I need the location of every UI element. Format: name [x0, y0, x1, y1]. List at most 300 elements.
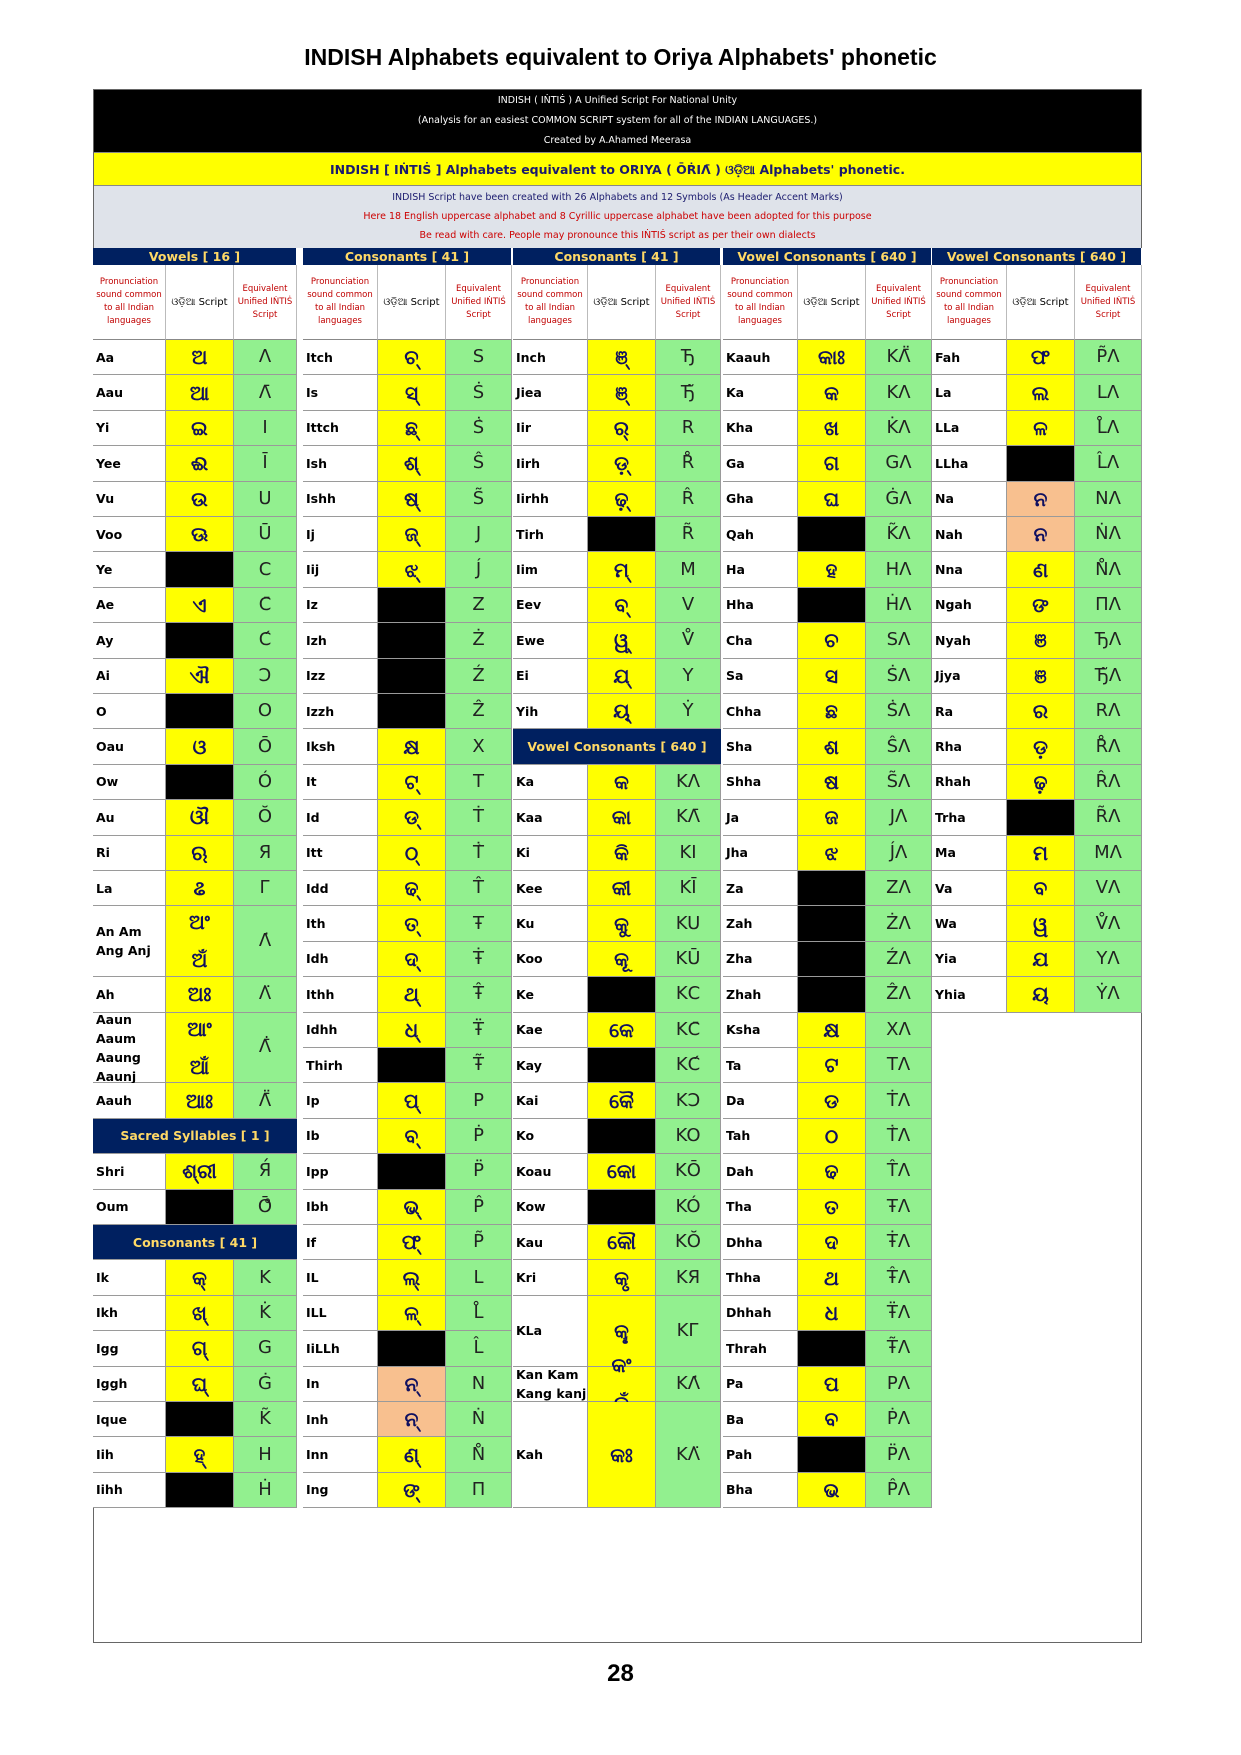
- oriya-cell: ଐ: [166, 659, 234, 694]
- pronunciation-cell: Iksh: [303, 729, 378, 764]
- pronunciation-cell: Ip: [303, 1083, 378, 1118]
- indish-cell: KЯ: [656, 1260, 721, 1295]
- pronunciation-cell: Iir: [513, 411, 588, 446]
- pronunciation-cell: Kay: [513, 1048, 588, 1083]
- indish-cell: Ŧ̂: [446, 977, 512, 1012]
- indish-cell: Ⅽ́: [234, 623, 297, 658]
- indish-cell: KΛ̇: [656, 1367, 721, 1402]
- indish-cell: R̂: [656, 482, 721, 517]
- indish-cell: KΛ: [866, 375, 932, 410]
- oriya-cell: ସ୍: [378, 375, 446, 410]
- indish-cell: L: [446, 1260, 512, 1295]
- indish-cell: Ṫ: [446, 800, 512, 835]
- oriya-cell: ନ: [1007, 482, 1075, 517]
- indish-cell: Ẏ: [656, 694, 721, 729]
- oriya-cell: ଖ: [798, 411, 866, 446]
- pronunciation-cell: IL: [303, 1260, 378, 1295]
- indish-cell: ŜΛ: [866, 729, 932, 764]
- pronunciation-cell: Ow: [93, 765, 166, 800]
- oriya-cell: [588, 1190, 656, 1225]
- oriya-cell: [166, 1473, 234, 1508]
- oriya-cell: ଡ: [798, 1083, 866, 1118]
- indish-cell: Ō: [234, 729, 297, 764]
- pronunciation-cell: Kaa: [513, 800, 588, 835]
- pronunciation-cell: Iirhh: [513, 482, 588, 517]
- indish-cell: L̊Λ: [1075, 411, 1142, 446]
- pronunciation-cell: Ib: [303, 1119, 378, 1154]
- oriya-cell: ଖ୍: [166, 1296, 234, 1331]
- oriya-cell: ଟ୍: [378, 765, 446, 800]
- indish-cell: Ō̊: [234, 1190, 297, 1225]
- oriya-cell: [1007, 446, 1075, 481]
- oriya-cell: [378, 694, 446, 729]
- script-header-cell: ଓଡ଼ିଆ Script: [1007, 265, 1075, 340]
- pronunciation-cell: Kha: [723, 411, 798, 446]
- oriya-cell: [166, 1190, 234, 1225]
- indish-cell: U: [234, 482, 297, 517]
- pronunciation-cell: Va: [932, 871, 1007, 906]
- page-title: INDISH Alphabets equivalent to Oriya Alphabets' phonetic: [304, 44, 937, 70]
- oriya-cell: ର୍: [588, 411, 656, 446]
- pronunciation-cell: Iz: [303, 588, 378, 623]
- indish-cell: T̂Λ: [866, 1154, 932, 1189]
- pronunciation-cell: Ikh: [93, 1296, 166, 1331]
- indish-cell: Ṡ̇Λ: [866, 694, 932, 729]
- indish-cell: KΛ̄: [656, 800, 721, 835]
- oriya-cell: ଏ: [166, 588, 234, 623]
- indish-cell: ŻΛ: [866, 906, 932, 941]
- indish-cell: KU: [656, 906, 721, 941]
- indish-cell: KⅭ̄: [656, 1013, 721, 1048]
- indish-cell: ẎΛ: [1075, 977, 1142, 1012]
- pronunciation-cell: Kai: [513, 1083, 588, 1118]
- pronunciation-cell: Iihh: [93, 1473, 166, 1508]
- pronunciation-cell: Ai: [93, 659, 166, 694]
- indish-cell: HΛ: [866, 552, 932, 587]
- pronunciation-cell: Oum: [93, 1190, 166, 1225]
- indish-cell: K̇Λ: [866, 411, 932, 446]
- pronunciation-cell: Qah: [723, 517, 798, 552]
- indish-cell: L̊: [446, 1296, 512, 1331]
- indish-cell: Я: [234, 836, 297, 871]
- pronunciation-cell: Gha: [723, 482, 798, 517]
- oriya-cell: ଞ୍: [588, 340, 656, 375]
- page-number: 28: [607, 1660, 634, 1687]
- pronunciation-cell: Igg: [93, 1331, 166, 1366]
- pronunciation-cell: Ma: [932, 836, 1007, 871]
- pronunciation-cell: It: [303, 765, 378, 800]
- indish-cell: K̃: [234, 1402, 297, 1437]
- pronunciation-cell: Kee: [513, 871, 588, 906]
- indish-cell: ĠΛ: [866, 482, 932, 517]
- indish-cell: П: [446, 1473, 512, 1508]
- pronunciation-cell: Ipp: [303, 1154, 378, 1189]
- indish-cell: Λ̄: [234, 375, 297, 410]
- sacred-syllables-band: Sacred Syllables [ 1 ]: [93, 1119, 297, 1154]
- oriya-cell: ଶ୍ରୀ: [166, 1154, 234, 1189]
- oriya-cell: କା: [588, 800, 656, 835]
- oriya-cell: କୃ: [588, 1260, 656, 1295]
- pronunciation-cell: Sa: [723, 659, 798, 694]
- oriya-cell: ଉ: [166, 482, 234, 517]
- indish-cell: Ŝ: [446, 446, 512, 481]
- oriya-cell: [798, 871, 866, 906]
- indish-cell: YΛ: [1075, 942, 1142, 977]
- indish-cell: R̃: [656, 517, 721, 552]
- indish-cell: Ẑ: [446, 694, 512, 729]
- indish-cell: ṠΛ: [866, 659, 932, 694]
- indish-cell: N̊: [446, 1437, 512, 1472]
- oriya-cell: [166, 552, 234, 587]
- indish-cell: PΛ: [866, 1367, 932, 1402]
- oriya-cell: ଧ: [798, 1296, 866, 1331]
- pronunciation-cell: Kau: [513, 1225, 588, 1260]
- indish-cell: O: [234, 694, 297, 729]
- note-1: INDISH Script have been created with 26 Alphabets and 12 Symbols (As Header Accent Marks): [392, 192, 843, 203]
- pronunciation-cell: Ish: [303, 446, 378, 481]
- pronunciation-cell: Iij: [303, 552, 378, 587]
- indish-cell: Ḣ: [234, 1473, 297, 1508]
- pronunciation-cell: Rha: [932, 729, 1007, 764]
- pronunciation-cell: Ja: [723, 800, 798, 835]
- pronunciation-cell: Izzh: [303, 694, 378, 729]
- pronunciation-cell: Idh: [303, 942, 378, 977]
- indish-cell: S: [446, 340, 512, 375]
- oriya-cell: କାଃ: [798, 340, 866, 375]
- pronunciation-cell: Inch: [513, 340, 588, 375]
- oriya-cell: କୋ: [588, 1154, 656, 1189]
- pronunciation-cell: Is: [303, 375, 378, 410]
- indish-cell: ЂΛ: [1075, 623, 1142, 658]
- pronunciation-cell: Cha: [723, 623, 798, 658]
- pronunciation-cell: Yee: [93, 446, 166, 481]
- oriya-cell: [798, 517, 866, 552]
- oriya-cell: [378, 1048, 446, 1083]
- pronunciation-cell: Idd: [303, 871, 378, 906]
- indish-cell: V̊Λ: [1075, 906, 1142, 941]
- indish-cell: ŦΛ: [866, 1190, 932, 1225]
- oriya-cell: ଥ: [798, 1260, 866, 1295]
- indish-cell: X: [446, 729, 512, 764]
- oriya-cell: କେ: [588, 1013, 656, 1048]
- pronunciation-cell: O: [93, 694, 166, 729]
- pronunciation-cell: Ksha: [723, 1013, 798, 1048]
- oriya-cell: ଚ୍: [378, 340, 446, 375]
- indish-cell: Ђ̃Λ: [1075, 659, 1142, 694]
- pronunciation-cell: Ithh: [303, 977, 378, 1012]
- note-2: Here 18 English uppercase alphabet and 8 Cyrillic uppercase alphabet have been adopted for this purpose: [363, 211, 872, 222]
- oriya-cell: ଳ୍: [378, 1296, 446, 1331]
- pronunciation-cell: Kri: [513, 1260, 588, 1295]
- oriya-cell: ଦ୍: [378, 942, 446, 977]
- pronunciation-cell: Izz: [303, 659, 378, 694]
- oriya-cell: ଈ: [166, 446, 234, 481]
- pronunciation-cell: Yhia: [932, 977, 1007, 1012]
- indish-cell: Ŧ̇Λ: [866, 1225, 932, 1260]
- indish-cell: Λ̇: [234, 906, 297, 977]
- oriya-cell: ଌ: [166, 871, 234, 906]
- pronunciation-cell: Ith: [303, 906, 378, 941]
- indish-cell: JΛ: [866, 800, 932, 835]
- pronunciation-cell: Yi: [93, 411, 166, 446]
- pronunciation-cell: Iih: [93, 1437, 166, 1472]
- indish-cell: Ŧ: [446, 906, 512, 941]
- oriya-cell: [378, 1331, 446, 1366]
- oriya-cell: ଯ୍: [588, 659, 656, 694]
- pronunciation-cell: Jiea: [513, 375, 588, 410]
- header-line-1: INDISH ( IṄTIṠ ) A Unified Script For National Unity: [497, 95, 738, 106]
- pronunciation-cell: In: [303, 1367, 378, 1402]
- oriya-cell: କ୍: [166, 1260, 234, 1295]
- pronunciation-header: Pronunciation sound common to all Indian languages: [93, 265, 166, 340]
- script-header-cell: ଓଡ଼ିଆ Script: [166, 265, 234, 340]
- indish-cell: Ⅽ: [234, 552, 297, 587]
- oriya-cell: [798, 1331, 866, 1366]
- indish-cell: P: [446, 1083, 512, 1118]
- pronunciation-cell: Izh: [303, 623, 378, 658]
- oriya-cell: ଲ୍: [378, 1260, 446, 1295]
- indish-cell: P̂: [446, 1190, 512, 1225]
- indish-cell: KƆ: [656, 1083, 721, 1118]
- oriya-cell: ଛ୍: [378, 411, 446, 446]
- pronunciation-cell: Ay: [93, 623, 166, 658]
- oriya-cell: ୟ୍: [588, 694, 656, 729]
- pronunciation-cell: Kow: [513, 1190, 588, 1225]
- section-title: Consonants [ 41 ]: [513, 248, 721, 265]
- oriya-cell: କ୍ଷ: [798, 1013, 866, 1048]
- indish-cell: R: [656, 411, 721, 446]
- pronunciation-cell: Inh: [303, 1402, 378, 1437]
- indish-cell: ṪΛ: [866, 1083, 932, 1118]
- oriya-cell: ଢ: [798, 1154, 866, 1189]
- indish-cell: Ŧ̃: [446, 1048, 512, 1083]
- indish-cell: ḢΛ: [866, 588, 932, 623]
- indish-cell: Ṫ̇Λ: [866, 1119, 932, 1154]
- indish-cell: KÓ: [656, 1190, 721, 1225]
- indish-cell: L̂Λ: [1075, 446, 1142, 481]
- script-header-cell: ଓଡ଼ିଆ Script: [378, 265, 446, 340]
- section-title: Vowel Consonants [ 640 ]: [723, 248, 932, 265]
- indish-cell: Λ: [234, 340, 297, 375]
- pronunciation-cell: Ka: [513, 765, 588, 800]
- indish-cell: KŌ: [656, 1154, 721, 1189]
- indish-cell: Ṫ̇: [446, 836, 512, 871]
- pronunciation-cell: Ye: [93, 552, 166, 587]
- indish-cell: V̊: [656, 623, 721, 658]
- pronunciation-cell: Tah: [723, 1119, 798, 1154]
- oriya-cell: ଙ୍: [378, 1473, 446, 1508]
- pronunciation-cell: Itt: [303, 836, 378, 871]
- indish-cell: NΛ: [1075, 482, 1142, 517]
- indish-cell: Г: [234, 871, 297, 906]
- pronunciation-cell: Dhhah: [723, 1296, 798, 1331]
- pronunciation-cell: Zah: [723, 906, 798, 941]
- section-title: Vowel Consonants [ 640 ]: [932, 248, 1142, 265]
- indish-cell: GΛ: [866, 446, 932, 481]
- pronunciation-cell: Ga: [723, 446, 798, 481]
- indish-cell: ṄΛ: [1075, 517, 1142, 552]
- oriya-cell: ଢ଼: [1007, 765, 1075, 800]
- pronunciation-cell: Da: [723, 1083, 798, 1118]
- indish-cell: ZΛ: [866, 871, 932, 906]
- indish-cell: Ŧ̈Λ: [866, 1296, 932, 1331]
- oriya-cell: [588, 1367, 656, 1402]
- indish-cell: RΛ: [1075, 694, 1142, 729]
- oriya-cell: ବ୍: [378, 1119, 446, 1154]
- oriya-cell: ଅଂ ଅଁ: [166, 906, 234, 977]
- oriya-cell: [166, 1402, 234, 1437]
- indish-cell: KΛ̈: [656, 1402, 721, 1508]
- pronunciation-cell: Shri: [93, 1154, 166, 1189]
- oriya-cell: ଡ୍: [378, 800, 446, 835]
- vowel-consonants-band: Vowel Consonants [ 640 ]: [513, 729, 721, 764]
- pronunciation-cell: Idhh: [303, 1013, 378, 1048]
- indish-cell: XΛ: [866, 1013, 932, 1048]
- indish-cell: SΛ: [866, 623, 932, 658]
- pronunciation-cell: Ta: [723, 1048, 798, 1083]
- indish-cell: P̈Λ: [866, 1437, 932, 1472]
- indish-cell: N̊Λ: [1075, 552, 1142, 587]
- oriya-cell: [798, 942, 866, 977]
- pronunciation-cell: Ku: [513, 906, 588, 941]
- indish-cell: R̊: [656, 446, 721, 481]
- pronunciation-cell: Ba: [723, 1402, 798, 1437]
- indish-cell: J: [446, 517, 512, 552]
- pronunciation-header: Pronunciation sound common to all Indian languages: [303, 265, 378, 340]
- indish-cell: TΛ: [866, 1048, 932, 1083]
- pronunciation-header: Pronunciation sound common to all Indian languages: [513, 265, 588, 340]
- oriya-cell: ହ୍: [166, 1437, 234, 1472]
- oriya-cell: ଔ: [166, 800, 234, 835]
- oriya-cell: ଶ: [798, 729, 866, 764]
- oriya-cell: ୱ: [1007, 906, 1075, 941]
- oriya-cell: [166, 765, 234, 800]
- indish-cell: Ó: [234, 765, 297, 800]
- indish-cell: Ṗ: [446, 1119, 512, 1154]
- oriya-cell: [1007, 800, 1075, 835]
- pronunciation-cell: Ra: [932, 694, 1007, 729]
- oriya-cell: ଞ: [1007, 659, 1075, 694]
- pronunciation-cell: Chha: [723, 694, 798, 729]
- indish-cell: Λ̄̇: [234, 1013, 297, 1084]
- oriya-cell: ଣ୍: [378, 1437, 446, 1472]
- indish-cell: S̃Λ: [866, 765, 932, 800]
- oriya-cell: [798, 906, 866, 941]
- oriya-cell: ଞ୍: [588, 375, 656, 410]
- oriya-cell: କୢ: [588, 1296, 656, 1367]
- pronunciation-cell: Eev: [513, 588, 588, 623]
- pronunciation-cell: Ij: [303, 517, 378, 552]
- oriya-cell: ପ: [798, 1367, 866, 1402]
- oriya-cell: [378, 659, 446, 694]
- oriya-cell: ଇ: [166, 411, 234, 446]
- pronunciation-cell: Ko: [513, 1119, 588, 1154]
- indish-cell: Ŧ̈: [446, 1013, 512, 1048]
- pronunciation-cell: Ittch: [303, 411, 378, 446]
- oriya-cell: ଥ୍: [378, 977, 446, 1012]
- indish-cell: Я́: [234, 1154, 297, 1189]
- pronunciation-cell: Ei: [513, 659, 588, 694]
- indish-cell: ПΛ: [1075, 588, 1142, 623]
- pronunciation-cell: Pah: [723, 1437, 798, 1472]
- pronunciation-cell: Iim: [513, 552, 588, 587]
- indish-cell: P̂Λ: [866, 1473, 932, 1508]
- oriya-cell: ଊ: [166, 517, 234, 552]
- oriya-cell: ନ୍: [378, 1402, 446, 1437]
- equivalent-header: Equivalent Unified IṄTIṠ Script: [446, 265, 512, 340]
- pronunciation-cell: Ishh: [303, 482, 378, 517]
- pronunciation-cell: Aa: [93, 340, 166, 375]
- oriya-cell: କୂ: [588, 942, 656, 977]
- indish-cell: KГ: [656, 1296, 721, 1367]
- indish-cell: MΛ: [1075, 836, 1142, 871]
- pronunciation-cell: Nna: [932, 552, 1007, 587]
- pronunciation-cell: Ae: [93, 588, 166, 623]
- indish-cell: KΛ: [656, 765, 721, 800]
- oriya-cell: ଶ୍: [378, 446, 446, 481]
- oriya-cell: [378, 1154, 446, 1189]
- oriya-cell: କଃ: [588, 1402, 656, 1508]
- oriya-cell: ଆ: [166, 375, 234, 410]
- indish-cell: Ⅽ̄: [234, 588, 297, 623]
- header-line-2: (Analysis for an easiest COMMON SCRIPT system for all of the INDIAN LANGUAGES.): [417, 115, 818, 126]
- note-3: Be read with care. People may pronounce this IṄTIṠ script as per their own dialects: [419, 230, 816, 241]
- oriya-cell: [588, 1119, 656, 1154]
- oriya-cell: ନ: [1007, 517, 1075, 552]
- oriya-cell: କ: [588, 765, 656, 800]
- oriya-cell: ର: [1007, 694, 1075, 729]
- oriya-cell: ଘ: [798, 482, 866, 517]
- indish-cell: ṖΛ: [866, 1402, 932, 1437]
- oriya-cell: ଳ: [1007, 411, 1075, 446]
- pronunciation-cell: ILL: [303, 1296, 378, 1331]
- pronunciation-cell: Dah: [723, 1154, 798, 1189]
- oriya-cell: କୈ: [588, 1083, 656, 1118]
- indish-cell: R̂Λ: [1075, 765, 1142, 800]
- pronunciation-cell: Ique: [93, 1402, 166, 1437]
- oriya-cell: [166, 694, 234, 729]
- pronunciation-cell: Aauh: [93, 1083, 166, 1118]
- oriya-cell: [798, 1437, 866, 1472]
- pronunciation-cell: Ibh: [303, 1190, 378, 1225]
- header-line-3: Created by A.Ahamed Meerasa: [543, 135, 692, 146]
- pronunciation-cell: Au: [93, 800, 166, 835]
- oriya-cell: [798, 977, 866, 1012]
- oriya-cell: ଭ୍: [378, 1190, 446, 1225]
- oriya-cell: ଣ: [1007, 552, 1075, 587]
- indish-cell: Ż: [446, 623, 512, 658]
- pronunciation-cell: Zha: [723, 942, 798, 977]
- oriya-cell: କୀ: [588, 871, 656, 906]
- pronunciation-cell: Thrah: [723, 1331, 798, 1366]
- oriya-cell: ଡ଼୍: [588, 446, 656, 481]
- pronunciation-cell: Jha: [723, 836, 798, 871]
- oriya-cell: ସ: [798, 659, 866, 694]
- indish-cell: P̃Λ: [1075, 340, 1142, 375]
- indish-cell: Λ̄̈: [234, 1083, 297, 1118]
- oriya-cell: [798, 588, 866, 623]
- oriya-cell: [588, 977, 656, 1012]
- oriya-cell: ଘ୍: [166, 1367, 234, 1402]
- oriya-cell: ବ: [798, 1402, 866, 1437]
- indish-cell: Ɔ: [234, 659, 297, 694]
- pronunciation-cell: La: [932, 375, 1007, 410]
- pronunciation-cell: Hha: [723, 588, 798, 623]
- oriya-cell: ଧ୍: [378, 1013, 446, 1048]
- oriya-cell: ମ୍: [588, 552, 656, 587]
- pronunciation-cell: LLha: [932, 446, 1007, 481]
- pronunciation-cell: Ngah: [932, 588, 1007, 623]
